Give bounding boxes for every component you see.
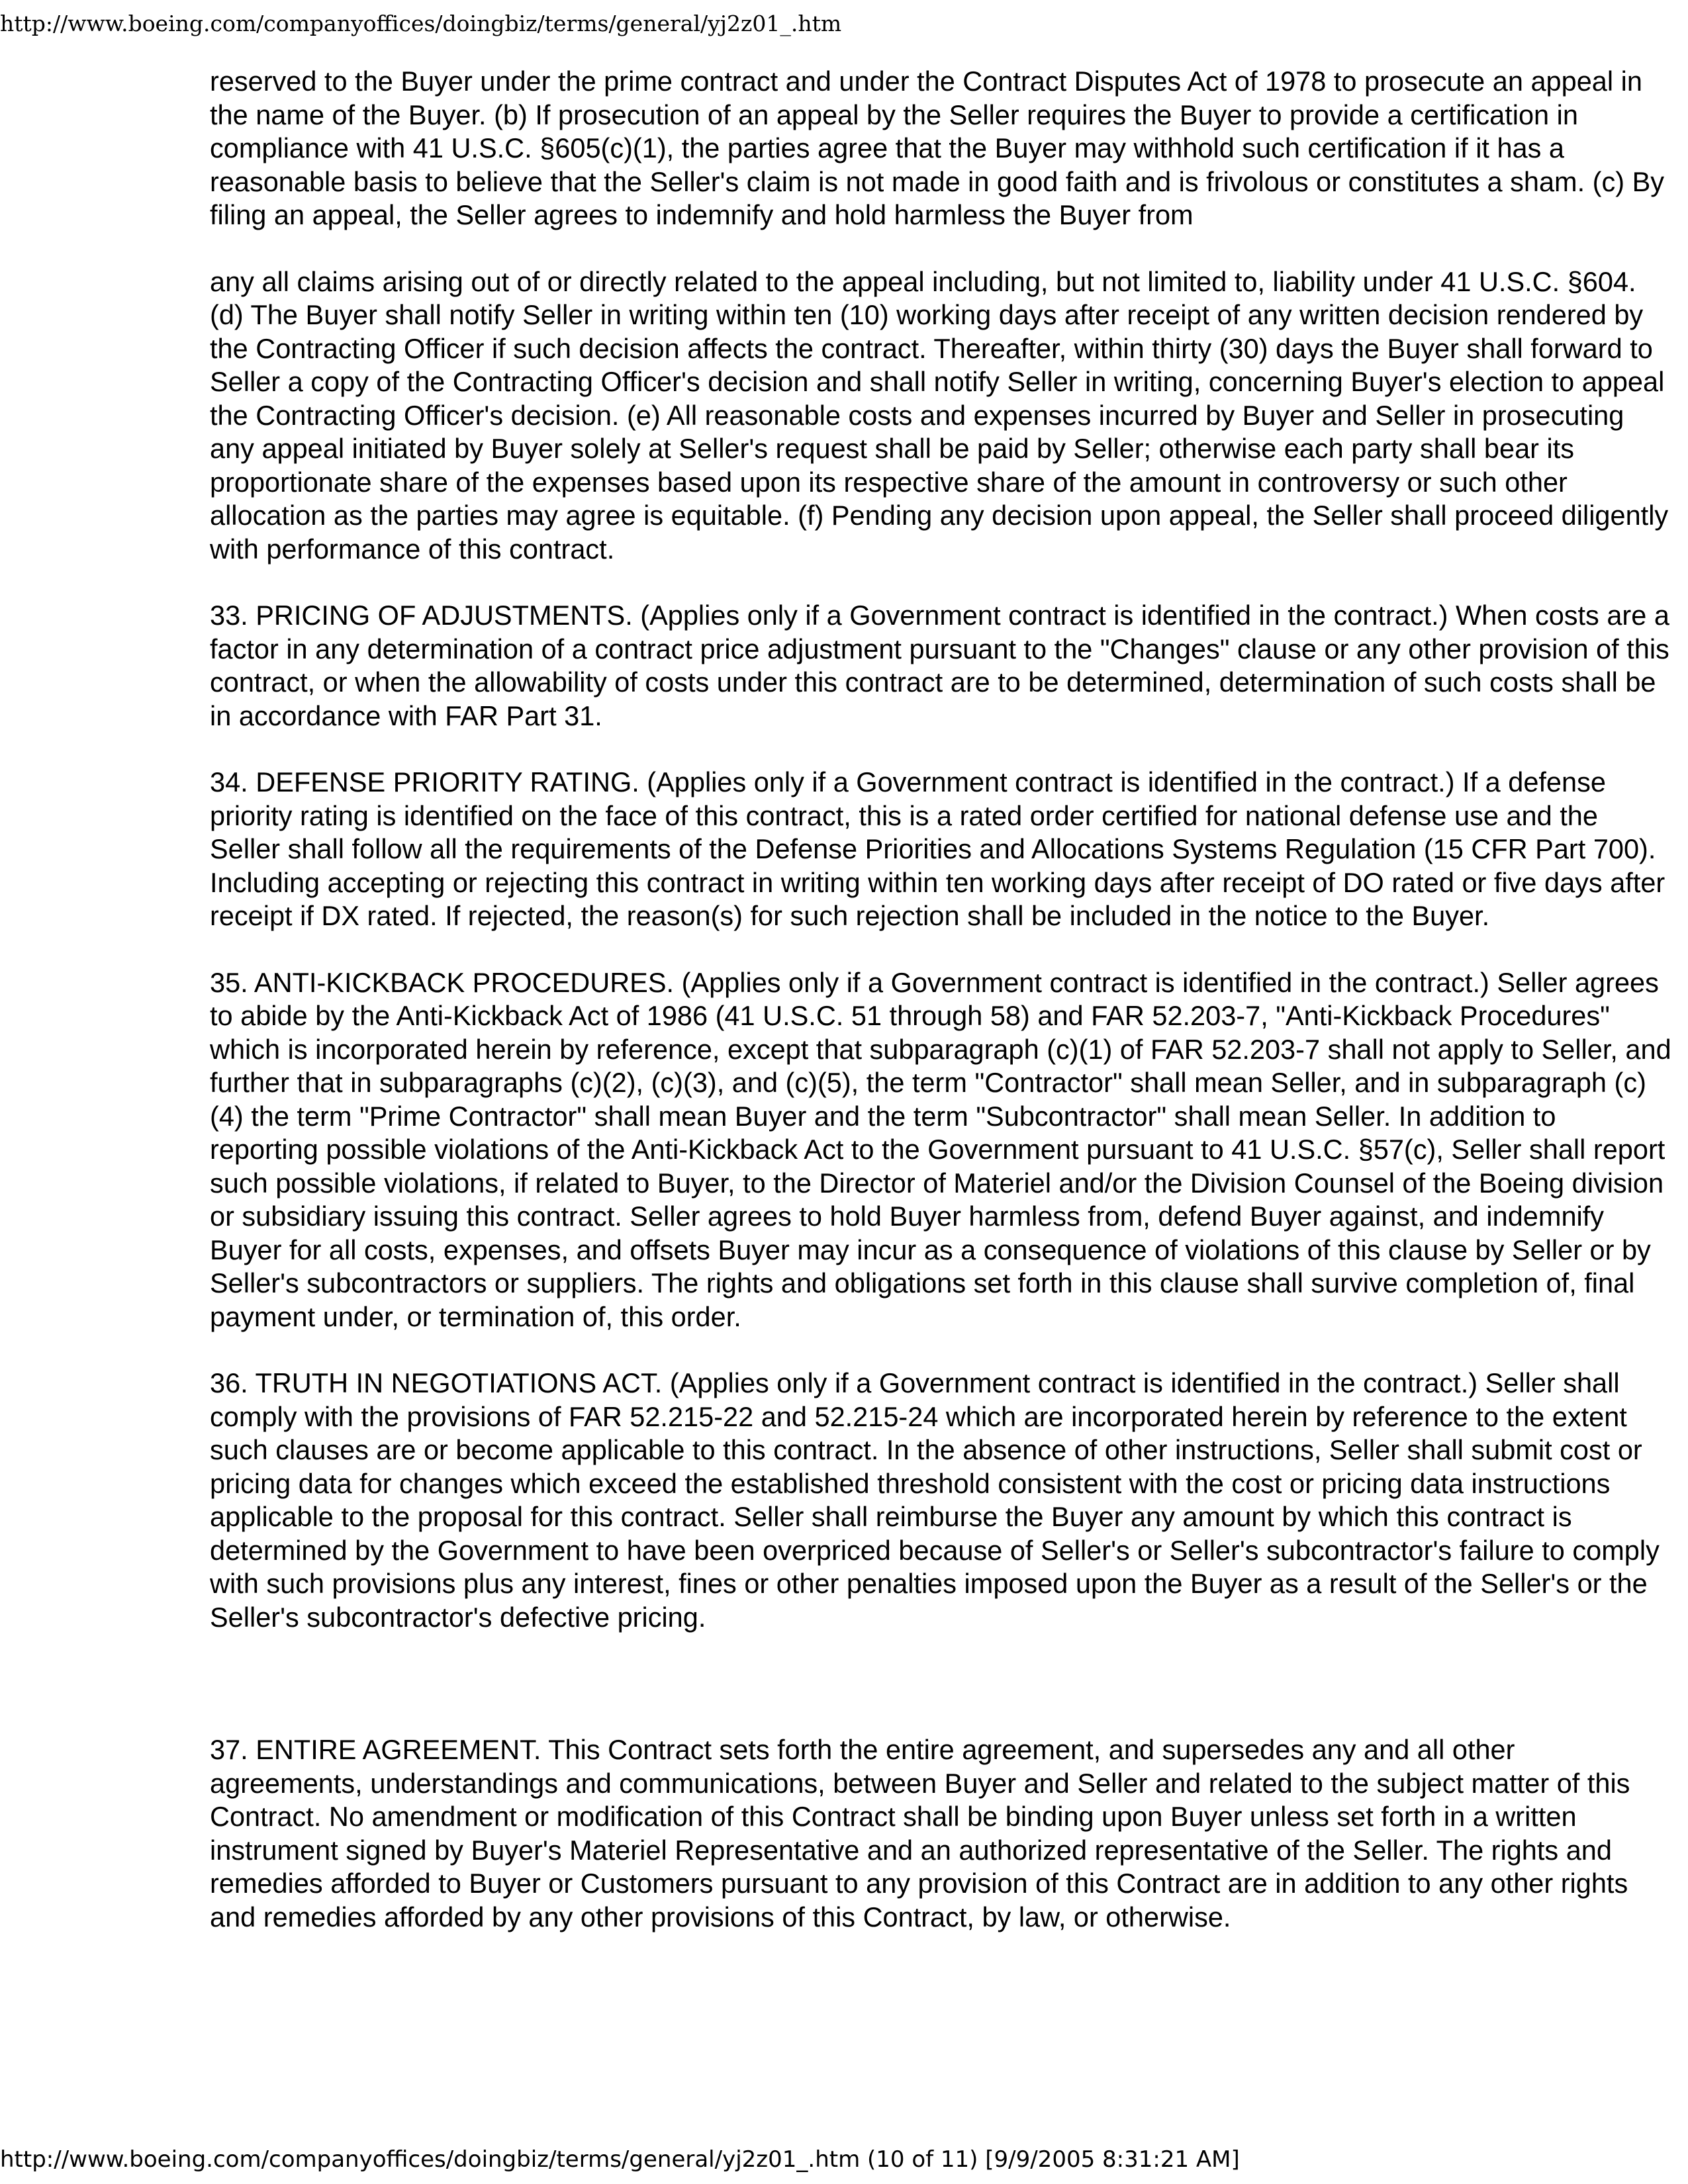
- clause-34-defense-priority-rating: 34. DEFENSE PRIORITY RATING. (Applies only if a Government contract is identified in the contract.) If a defense priority rating is identified on the face of this contract, this is a rated order certified for national defense use and the Seller shall follow all the requirements of the Defense Priorities and Allocations Systems Regulation (15 CFR Part 700). Including accepting or rejecting this contract in writing within ten working days after receipt of DO rated or five days after receipt if DX rated. If rejected, the reason(s) for such rejection shall be included in the notice to the Buyer.: [210, 766, 1665, 931]
- page-url-header: http://www.boeing.com/companyoffices/doingbiz/terms/general/yj2z01_.htm: [0, 11, 842, 36]
- paragraph-spacer: [210, 733, 1671, 766]
- clause-35-anti-kickback-procedures: 35. ANTI-KICKBACK PROCEDURES. (Applies only if a Government contract is identified in the contract.) Seller agrees to abide by the Anti-Kickback Act of 1986 (41 U.S.C. 51 through 58) and FAR 52.203-7, "Anti-Kickback Procedures" which is incorporated herein by reference, except that subparagraph (c)(1) of FAR 52.203-7 shall not apply to Seller, and further that in subparagraphs (c)(2), (c)(3), and (c)(5), the term "Contractor" shall mean Seller, and in subparagraph (c)(4) the term "Prime Contractor" shall mean Buyer and the term "Subcontractor" shall mean Seller. In addition to reporting possible violations of the Anti-Kickback Act to the Government pursuant to 41 U.S.C. §57(c), Seller shall report such possible violations, if related to Buyer, to the Director of Materiel and/or the Division Counsel of the Boeing division or subsidiary issuing this contract. Seller agrees to hold Buyer harmless from, defend Buyer against, and indemnify Buyer for all costs, expenses, and offsets Buyer may incur as a consequence of violations of this clause by Seller or by Seller's subcontractors or suppliers. The rights and obligations set forth in this clause shall survive completion of, final payment under, or termination of, this order.: [210, 966, 1671, 1332]
- paragraph-appeal-claims: any all claims arising out of or directly related to the appeal including, but not limited to, liability under 41 U.S.C. §604. (d) The Buyer shall notify Seller in writing within ten (10) working days after receipt of any written decision rendered by the Contracting Officer if such decision affects the contract. Thereafter, within thirty (30) days the Buyer shall forward to Seller a copy of the Contracting Officer's decision and shall notify Seller in writing, concerning Buyer's election to appeal the Contracting Officer's decision. (e) All reasonable costs and expenses incurred by Buyer and Seller in prosecuting any appeal initiated by Buyer solely at Seller's request shall be paid by Seller; otherwise each party shall bear its proportionate share of the expenses based upon its respective share of the amount in controversy or such other allocation as the parties may agree is equitable. (f) Pending any decision upon appeal, the Seller shall proceed diligently with performance of this contract.: [210, 265, 1669, 565]
- clause-36-truth-in-negotiations-act: 36. TRUTH IN NEGOTIATIONS ACT. (Applies only if a Government contract is identified in the contract.) Seller shall comply with the provisions of FAR 52.215-22 and 52.215-24 which are incorporated herein by reference to the extent such clauses are or become applicable to this contract. In the absence of other instructions, Seller shall submit cost or pricing data for changes which exceed the established threshold consistent with the cost or pricing data instructions applicable to the proposal for this contract. Seller shall reimburse the Buyer any amount by which this contract is determined by the Government to have been overpriced because of Seller's or Seller's subcontractor's failure to comply with such provisions plus any interest, fines or other penalties imposed upon the Buyer as a result of the Seller's or the Seller's subcontractor's defective pricing.: [210, 1367, 1660, 1633]
- paragraph-spacer: [210, 1334, 1671, 1367]
- clause-33-pricing-of-adjustments: 33. PRICING OF ADJUSTMENTS. (Applies only if a Government contract is identified in the contract.) When costs are a factor in any determination of a contract price adjustment pursuant to the "Changes" clause or any other provision of this contract, or when the allowability of costs under this contract are to be determined, determination of such costs shall be in accordance with FAR Part 31.: [210, 600, 1669, 731]
- clause-37-entire-agreement: 37. ENTIRE AGREEMENT. This Contract sets forth the entire agreement, and supersedes any and all other agreements, understandings and communications, between Buyer and Seller and related to the subject matter of this Contract. No amendment or modification of this Contract shall be binding upon Buyer unless set forth in a written instrument signed by Buyer's Materiel Representative and an authorized representative of the Seller. The rights and remedies afforded to Buyer or Customers pursuant to any provision of this Contract are in addition to any other rights and remedies afforded by any other provisions of this Contract, by law, or otherwise.: [210, 1734, 1630, 1933]
- paragraph-spacer: [210, 232, 1671, 265]
- page-url-footer: http://www.boeing.com/companyoffices/doingbiz/terms/general/yj2z01_.htm (10 of 11) [9/9/2005 8:31:21 AM]: [0, 2146, 1240, 2173]
- document-body: [210, 65, 1671, 1934]
- paragraph-spacer: [210, 933, 1671, 966]
- paragraph-spacer: [210, 566, 1671, 599]
- paragraph-spacer: [210, 1634, 1671, 1733]
- paragraph-appeal-continued: reserved to the Buyer under the prime contract and under the Contract Disputes Act of 1978 to prosecute an appeal in the name of the Buyer. (b) If prosecution of an appeal by the Seller requires the Buyer to provide a certification in compliance with 41 U.S.C. §605(c)(1), the parties agree that the Buyer may withhold such certification if it has a reasonable basis to believe that the Seller's claim is not made in good faith and is frivolous or constitutes a sham. (c) By filing an appeal, the Seller agrees to indemnify and hold harmless the Buyer from: [210, 66, 1665, 230]
